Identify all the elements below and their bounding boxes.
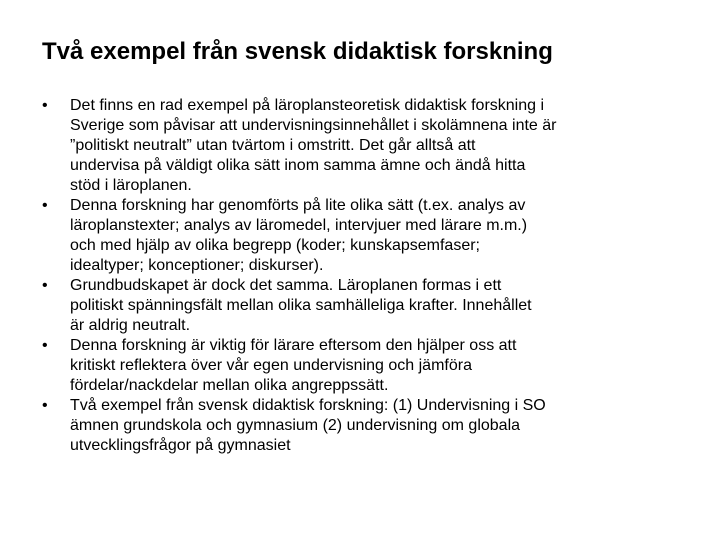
list-item	[42, 336, 692, 396]
bullet-list	[42, 96, 692, 456]
bullet-icon: •	[42, 397, 48, 414]
bullet-icon: •	[42, 197, 48, 214]
bullet-text: Denna forskning har genomförts på lite olika sätt (t.ex. analys av läroplanstexter; analys av läromedel, intervjuer med lärare m.m.) och med hjälp av olika begrepp (koder; kunskapsemfaser; idealtyper; konceptioner; diskurser).	[70, 197, 528, 274]
slide-title: Två exempel från svensk didaktisk forskning	[42, 38, 553, 65]
bullet-icon: •	[42, 97, 48, 114]
bullet-text: Denna forskning är viktig för lärare eftersom den hjälper oss att kritiskt reflektera över vår egen undervisning och jämföra fördelar/nackdelar mellan olika angreppssätt.	[70, 337, 517, 394]
list-item	[42, 196, 692, 276]
bullet-text: Det finns en rad exempel på läroplansteoretisk didaktisk forskning i Sverige som påvisar att undervisningsinnehållet i skolämnena inte är ”politiskt neutralt” utan tvärtom i omstritt. Det går alltså att undervisa på väldigt olika sätt inom samma ämne och ändå hitta stöd i läroplanen.	[70, 97, 557, 194]
list-item	[42, 276, 692, 336]
list-item	[42, 396, 692, 456]
bullet-text: Två exempel från svensk didaktisk forskning: (1) Undervisning i SO ämnen grundskola och gymnasium (2) undervisning om globala utvecklingsfrågor på gymnasiet	[70, 397, 546, 454]
bullet-text: Grundbudskapet är dock det samma. Läroplanen formas i ett politiskt spänningsfält mellan olika samhälleliga krafter. Innehållet är aldrig neutralt.	[70, 277, 532, 334]
bullet-icon: •	[42, 277, 48, 294]
list-item	[42, 96, 692, 196]
bullet-icon: •	[42, 337, 48, 354]
